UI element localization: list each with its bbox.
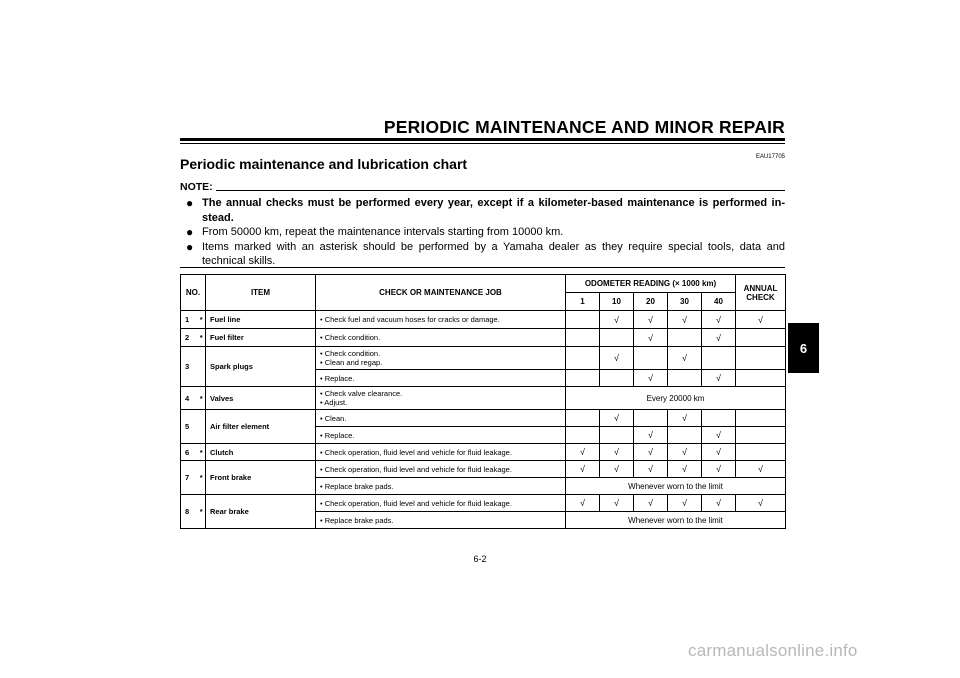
row-item: Fuel line (206, 311, 316, 329)
check-mark-cell (566, 347, 600, 370)
job-line (320, 465, 565, 474)
check-mark-cell: √ (600, 311, 634, 329)
check-mark-cell (566, 329, 600, 347)
bullet-icon: • (320, 498, 325, 508)
header-rule (180, 138, 785, 141)
dealer-asterisk: * (198, 387, 206, 410)
check-mark-cell: √ (634, 427, 668, 444)
check-mark-cell (566, 410, 600, 427)
table-row (181, 461, 786, 478)
check-mark-cell (736, 329, 786, 347)
row-job (316, 512, 566, 529)
check-mark-cell (600, 370, 634, 387)
job-line (320, 499, 565, 508)
table-row (181, 311, 786, 329)
row-item: Rear brake (206, 495, 316, 529)
job-line (320, 516, 565, 525)
bullet-icon: • (320, 373, 325, 383)
job-text: Check fuel and vacuum hoses for cracks or damage. (324, 315, 500, 324)
row-number: 7 (181, 461, 198, 495)
check-mark-cell: √ (702, 311, 736, 329)
table-row (181, 347, 786, 370)
note-item: ● From 50000 km, repeat the maintenance intervals starting from 10000 km. (186, 225, 564, 239)
row-number: 1 (181, 311, 198, 329)
row-job (316, 329, 566, 347)
interval-note: Whenever worn to the limit (566, 478, 786, 495)
check-mark-cell: √ (600, 410, 634, 427)
chart-body (181, 311, 786, 529)
header-no: NO. (181, 275, 206, 311)
bullet-icon: • (320, 515, 325, 525)
row-item: Clutch (206, 444, 316, 461)
job-line (320, 315, 565, 324)
check-mark-cell (668, 329, 702, 347)
check-mark-cell: √ (668, 311, 702, 329)
row-job (316, 444, 566, 461)
check-mark-cell (566, 427, 600, 444)
check-mark-cell (600, 329, 634, 347)
check-mark-cell: √ (634, 329, 668, 347)
check-mark-cell (736, 370, 786, 387)
check-mark-cell: √ (736, 495, 786, 512)
job-line (320, 448, 565, 457)
check-mark-cell: √ (702, 427, 736, 444)
header-job: CHECK OR MAINTENANCE JOB (316, 275, 566, 311)
check-mark-cell: √ (702, 444, 736, 461)
job-line (320, 398, 565, 407)
dealer-asterisk: * (198, 461, 206, 495)
job-text: Check condition. (324, 349, 381, 358)
job-line (320, 358, 565, 367)
row-job (316, 311, 566, 329)
job-line (320, 333, 565, 342)
check-mark-cell: √ (702, 370, 736, 387)
note-rule (216, 190, 785, 191)
job-text: Replace brake pads. (324, 515, 394, 525)
bullet-icon: • (320, 358, 325, 367)
check-mark-cell (736, 347, 786, 370)
bullet-icon: • (320, 315, 325, 324)
header-odometer: ODOMETER READING (× 1000 km) (566, 275, 736, 293)
bullet-icon: ● (186, 239, 194, 254)
row-job (316, 370, 566, 387)
job-text: Check condition. (324, 333, 381, 342)
table-row (181, 387, 786, 410)
check-mark-cell (736, 410, 786, 427)
job-line (320, 349, 565, 358)
section-heading: Periodic maintenance and lubrication chart (180, 156, 468, 172)
check-mark-cell (566, 311, 600, 329)
row-job (316, 410, 566, 427)
job-text: Replace. (324, 373, 355, 383)
note-item: ● The annual checks must be performed every year, except if a kilometer-based maintenance is performed in-stead. (186, 196, 785, 224)
check-mark-cell (600, 427, 634, 444)
header-odometer-col: 20 (634, 293, 668, 311)
header-rule-thin (180, 143, 785, 144)
maintenance-chart (180, 274, 786, 529)
note-list (186, 196, 785, 269)
interval-note: Whenever worn to the limit (566, 512, 786, 529)
check-mark-cell: √ (702, 495, 736, 512)
check-mark-cell: √ (600, 444, 634, 461)
bullet-icon: • (320, 430, 325, 440)
row-job (316, 478, 566, 495)
row-number: 6 (181, 444, 198, 461)
table-row (181, 495, 786, 512)
job-text: Check operation, fluid level and vehicle for fluid leakage. (324, 498, 512, 508)
header-annual: ANNUAL CHECK (736, 275, 786, 311)
check-mark-cell: √ (634, 461, 668, 478)
job-text: Clean and regap. (324, 358, 383, 367)
header-odometer-col: 30 (668, 293, 702, 311)
check-mark-cell (634, 410, 668, 427)
check-mark-cell (736, 427, 786, 444)
check-mark-cell: √ (634, 495, 668, 512)
row-job (316, 387, 566, 410)
check-mark-cell: √ (702, 461, 736, 478)
job-text: Check operation, fluid level and vehicle for fluid leakage. (324, 447, 512, 457)
header-item: ITEM (206, 275, 316, 311)
check-mark-cell: √ (566, 461, 600, 478)
bullet-icon: • (320, 389, 325, 398)
note-label: NOTE: (180, 181, 213, 193)
watermark: carmanualsonline.info (688, 641, 858, 660)
check-mark-cell (736, 444, 786, 461)
page-number: 6-2 (473, 554, 487, 564)
job-line (320, 389, 565, 398)
check-mark-cell: √ (668, 347, 702, 370)
bullet-icon: • (320, 464, 325, 474)
dealer-asterisk: * (198, 311, 206, 329)
dealer-asterisk: * (198, 444, 206, 461)
note-end-rule (180, 267, 785, 268)
bullet-icon: • (320, 349, 325, 358)
job-text: Replace brake pads. (324, 481, 394, 491)
dealer-asterisk: * (198, 329, 206, 347)
dealer-asterisk (198, 410, 206, 444)
document-code: EAU17705 (755, 154, 785, 160)
table-row (181, 444, 786, 461)
row-number: 3 (181, 347, 198, 387)
row-job (316, 427, 566, 444)
bullet-icon: • (320, 333, 325, 342)
check-mark-cell: √ (600, 495, 634, 512)
header-odometer-col: 40 (702, 293, 736, 311)
check-mark-cell (702, 410, 736, 427)
job-line (320, 374, 565, 383)
row-number: 8 (181, 495, 198, 529)
bullet-icon: • (320, 413, 325, 423)
check-mark-cell: √ (736, 461, 786, 478)
row-number: 5 (181, 410, 198, 444)
check-mark-cell (634, 347, 668, 370)
job-text: Clean. (324, 413, 347, 423)
row-job (316, 495, 566, 512)
check-mark-cell: √ (668, 410, 702, 427)
check-mark-cell: √ (566, 444, 600, 461)
bullet-icon: • (320, 447, 325, 457)
check-mark-cell: √ (566, 495, 600, 512)
job-line (320, 431, 565, 440)
bullet-icon: • (320, 481, 325, 491)
bullet-icon: ● (186, 196, 194, 210)
check-mark-cell: √ (668, 495, 702, 512)
table-row (181, 410, 786, 427)
check-mark-cell: √ (736, 311, 786, 329)
row-job (316, 461, 566, 478)
row-item: Valves (206, 387, 316, 410)
check-mark-cell: √ (634, 370, 668, 387)
job-text: Check valve clearance. (324, 389, 403, 398)
page-header-title: PERIODIC MAINTENANCE AND MINOR REPAIR (383, 117, 785, 137)
check-mark-cell: √ (600, 347, 634, 370)
check-mark-cell (702, 347, 736, 370)
row-item: Front brake (206, 461, 316, 495)
row-item: Air filter element (206, 410, 316, 444)
job-line (320, 414, 565, 423)
chapter-tab: 6 (788, 323, 819, 373)
job-text: Check operation, fluid level and vehicle for fluid leakage. (324, 464, 512, 474)
dealer-asterisk: * (198, 495, 206, 529)
check-mark-cell: √ (702, 329, 736, 347)
check-mark-cell (668, 427, 702, 444)
job-text: Adjust. (324, 398, 348, 407)
check-mark-cell (668, 370, 702, 387)
row-number: 4 (181, 387, 198, 410)
job-line (320, 482, 565, 491)
row-item: Spark plugs (206, 347, 316, 387)
bullet-icon: • (320, 398, 325, 407)
job-text: Replace. (324, 430, 355, 440)
table-row (181, 329, 786, 347)
check-mark-cell: √ (634, 311, 668, 329)
check-mark-cell: √ (600, 461, 634, 478)
dealer-asterisk (198, 347, 206, 387)
header-odometer-col: 10 (600, 293, 634, 311)
check-mark-cell: √ (668, 444, 702, 461)
check-mark-cell: √ (634, 444, 668, 461)
check-mark-cell (566, 370, 600, 387)
note-item: ● Items marked with an asterisk should be performed by a Yamaha dealer as they require special tools, data and technical skills. (186, 239, 785, 267)
header-odometer-col: 1 (566, 293, 600, 311)
row-job (316, 347, 566, 370)
bullet-icon: ● (186, 225, 194, 239)
row-item: Fuel filter (206, 329, 316, 347)
row-number: 2 (181, 329, 198, 347)
interval-note: Every 20000 km (566, 387, 786, 410)
check-mark-cell: √ (668, 461, 702, 478)
